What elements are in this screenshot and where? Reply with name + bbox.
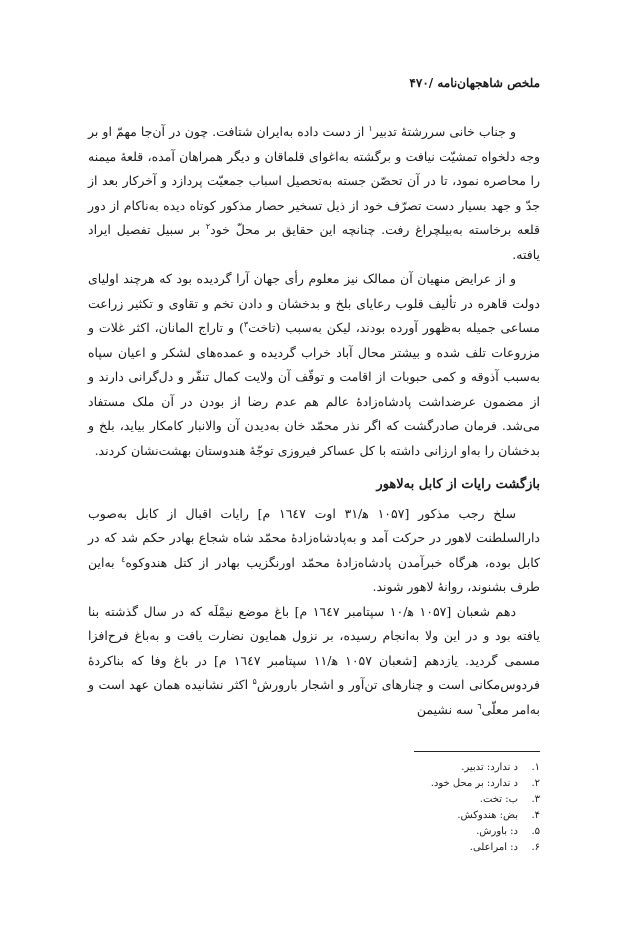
paragraph-4-text-c: سه نشیمن — [416, 701, 478, 717]
footnote-item — [431, 840, 540, 856]
footnote-ref-6[interactable]: ٦ — [477, 701, 482, 711]
footnote-number: ۵. — [531, 826, 540, 837]
paragraph-4 — [88, 600, 540, 723]
paragraph-2-text-b: ) و تاراج المانان، اکثر غلات و مزروعات تلف شده و بیشتر محال آباد خراب گردیده و عمده‌های لشکر و اعیان سپاه به‌سبب آذوقه و کمی حبوبات از اقامت و توقّف آن ولایت کمال تنفّر و دل‌گرانی دارند و از مضمون عرضداشت پادشاه‌زادهٔ عالم هم عدم رضا از بودن در آن ملک مستفاد می‌شد. فرمان صادرگشت که اگر نذر محمّد خان به‌دیدن آن والانبار کامکار بیاید، بلخ و بدخشان را به‌او ارزانی داشته با کل عساکر فیروزی توجّهٔ هندوستان بهشت‌نشان کردند. — [88, 320, 540, 458]
paragraph-1 — [88, 120, 540, 267]
footnote-ref-4[interactable]: ٤ — [121, 554, 126, 564]
paragraph-4-text-b: اکثر نشانیده همان عهد است و به‌امر معلّی — [88, 677, 540, 717]
paragraph-4-text-a: دهم شعبان [۱۰۵۷ ه‍/۱۰ سپتامبر ۱٦٤٧ م] باغ موضع نیمْلَه که در سال گذشته بنا یافته بود و در این ولا به‌انجام رسیده، بر نزول همایون نضارت یافت و به‌باغ فرح‌افزا مسمی گردید. یازدهم [شعبان ۱۰۵۷ ه‍/۱۱ سپتامبر ۱٦٤٧ م] در باغ وفا که بناکردهٔ فردوس‌مکانی است و چنارهای تن‌آور و اشجار بارورش — [88, 603, 540, 692]
footnote-ref-5[interactable]: ۵ — [252, 676, 257, 686]
paragraph-3-text-b: به‌این طرف بشنوند، روانهٔ لاهور شوند. — [88, 554, 540, 594]
footnote-text: د: امراعلی. — [469, 842, 518, 853]
section-heading: بازگشت رایات از کابل به‌لاهور — [376, 477, 540, 492]
footnote-text: ب: تخت. — [479, 794, 518, 805]
footnote-item — [431, 808, 540, 824]
footnote-item — [431, 792, 540, 808]
footnote-text: بض: هندوکش. — [457, 810, 518, 821]
running-header: ملخص شاهجهان‌نامه /۴۷۰ — [409, 76, 540, 90]
footnote-ref-1[interactable]: ۱ — [368, 123, 373, 133]
paragraph-3-text-a: سلخ رجب مذکور [۱۰۵۷ ه‍/۳۱ اوت ۱٦٤٧ م] رایات اقبال از کابل به‌صوب دارالسلطنت لاهور در حرکت آمد و به‌پادشاه‌زادهٔ محمّد شاه شجاع بهادر حکم شد که در کابل بوده، هرگاه خبرآمدن پادشاه‌زادهٔ محمّد اورنگزیب بهادر از کتل هندوکوه — [88, 505, 541, 570]
paragraph-1-text-a: و جناب خانی سررشتهٔ تدبیر — [372, 124, 517, 139]
paragraph-1-text-b: از دست داده به‌ایران شتافت. چون در آن‌جا مهمّ او بر وجه دلخواه تمشیّت نیافت و برگشته به‌اغوای قلماقان و دیگر همراهان آمده، قلعهٔ میمنه را محاصره نمود، تا در آن تحصّن جسته به‌تحصیل اسباب جمعیّت پردازد و آخرکار بعد از جدّ و جهد بسیار دست تصرّف خود از ذیل تسخیر حصار مذکور کوتاه دیده به‌ناکام از دور قلعه برخاسته به‌بیلچراغ رفت. چنانچه این حقایق بر محلّ خود — [88, 124, 540, 237]
footnote-number: ۶. — [531, 842, 540, 853]
footnote-text: د ندارد: تدبیر. — [461, 762, 518, 773]
footnote-ref-2[interactable]: ۲ — [205, 221, 211, 231]
footnote-number: ۳. — [531, 794, 540, 805]
paragraph-2 — [88, 267, 540, 463]
footnote-text: د ندارد: بر محل خود. — [430, 778, 518, 789]
paragraph-3 — [88, 502, 540, 600]
footnote-ref-3[interactable]: ۳ — [243, 319, 249, 329]
footnote-number: ۴. — [531, 810, 540, 821]
footnote-number: ۲. — [531, 778, 540, 789]
footnote-divider — [414, 751, 540, 752]
footnote-item — [431, 760, 540, 776]
footnotes-list — [431, 760, 540, 856]
footnote-number: ۱. — [531, 762, 540, 773]
footnote-item — [431, 776, 540, 792]
footnote-item — [431, 824, 540, 840]
footnote-text: د: باورش. — [476, 826, 518, 837]
paragraph-2-text-a: و از عرایض منهیان آن ممالک نیز معلوم رأی جهان آرا گردیده بود که هرچند اولیای دولت قاهره در تألیف قلوب رعایای بلخ و بدخشان و دادن تخم و تقاوی و تکثیر زراعت مساعی جمیله به‌ظهور آورده بودند، لیکن به‌سبب (تاخت — [88, 271, 540, 335]
main-text — [88, 120, 540, 722]
paragraph-1-text-c: بر سبیل تفصیل ایراد یافته. — [88, 222, 540, 262]
